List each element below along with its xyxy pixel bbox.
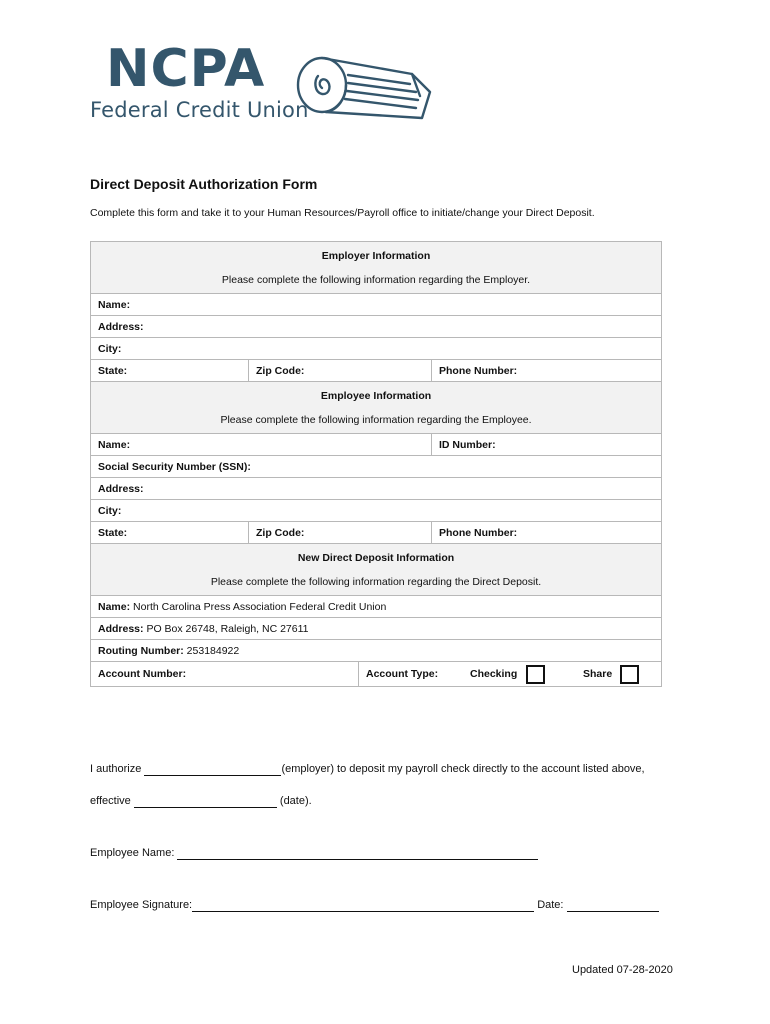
employee-name-line	[90, 846, 538, 860]
deposit-routing-value: 253184922	[186, 644, 240, 657]
employer-phone-label: Phone Number:	[439, 364, 518, 377]
employer-name-label: Name:	[98, 298, 131, 311]
employee-address-field[interactable]	[91, 478, 662, 500]
employee-header: Employee Information	[320, 389, 432, 402]
share-label: Share	[583, 668, 613, 680]
updated-date: Updated 07-28-2020	[572, 964, 673, 976]
employee-name-label: Name:	[98, 438, 131, 451]
deposit-routing-label: Routing Number:	[98, 644, 184, 657]
effective-line	[90, 794, 312, 808]
newspaper-scroll-icon	[292, 40, 434, 120]
effective-date-suffix: (date).	[279, 795, 312, 807]
employer-state-field[interactable]	[91, 360, 249, 382]
signature-line	[90, 898, 659, 912]
employee-city-field[interactable]	[91, 500, 662, 522]
employer-city-field[interactable]	[91, 338, 662, 360]
employer-section-header	[91, 242, 662, 294]
date-blank[interactable]	[567, 898, 659, 912]
deposit-section-header	[91, 544, 662, 596]
employee-section-header	[91, 382, 662, 434]
employee-id-field[interactable]	[432, 434, 662, 456]
effective-label: effective	[90, 795, 131, 807]
employee-name-field[interactable]	[91, 434, 432, 456]
employee-ssn-field[interactable]	[91, 456, 662, 478]
deposit-name-value: North Carolina Press Association Federal Credit Union	[133, 600, 387, 613]
authorize-line	[90, 762, 645, 776]
share-checkbox[interactable]	[620, 665, 639, 684]
deposit-address-value: PO Box 26748, Raleigh, NC 27611	[146, 622, 309, 635]
signature-blank[interactable]	[192, 898, 534, 912]
account-number-label: Account Number:	[98, 668, 187, 680]
deposit-address-row	[91, 618, 662, 640]
employee-phone-field[interactable]	[432, 522, 662, 544]
employer-header: Employer Information	[321, 249, 431, 262]
form-table	[90, 241, 662, 687]
account-type-label: Account Type:	[366, 668, 439, 680]
employee-phone-label: Phone Number:	[439, 526, 518, 539]
account-type-field	[359, 662, 662, 687]
deposit-routing-row	[91, 640, 662, 662]
employee-address-label: Address:	[98, 482, 144, 495]
employer-subheader: Please complete the following information regarding the Employer.	[221, 273, 531, 286]
employer-address-label: Address:	[98, 320, 144, 333]
deposit-name-label: Name:	[98, 600, 131, 613]
employee-city-label: City:	[98, 504, 122, 517]
logo-brand: NCPA	[106, 39, 266, 99]
deposit-subheader: Please complete the following information regarding the Direct Deposit.	[210, 575, 542, 588]
employer-name-field[interactable]	[91, 294, 662, 316]
authorize-prefix: I authorize	[90, 763, 142, 775]
form-title: Direct Deposit Authorization Form	[90, 176, 318, 192]
employer-phone-field[interactable]	[432, 360, 662, 382]
employer-address-field[interactable]	[91, 316, 662, 338]
employee-name-blank[interactable]	[177, 846, 538, 860]
employee-subheader: Please complete the following information regarding the Employee.	[220, 413, 532, 426]
deposit-address-label: Address:	[98, 622, 144, 635]
account-number-field[interactable]	[91, 662, 359, 687]
form-intro: Complete this form and take it to your Human Resources/Payroll office to initiate/change your Direct Deposit.	[90, 207, 595, 219]
deposit-name-row	[91, 596, 662, 618]
employee-ssn-label: Social Security Number (SSN):	[98, 460, 251, 473]
authorize-suffix: (employer) to deposit my payroll check directly to the account listed above,	[281, 763, 645, 775]
signature-label: Employee Signature:	[90, 899, 193, 911]
employee-state-field[interactable]	[91, 522, 249, 544]
employee-zip-label: Zip Code:	[256, 526, 305, 539]
logo-subtitle: Federal Credit Union	[90, 98, 309, 122]
employer-zip-field[interactable]	[249, 360, 432, 382]
employee-zip-field[interactable]	[249, 522, 432, 544]
employer-city-label: City:	[98, 342, 122, 355]
checking-checkbox[interactable]	[526, 665, 545, 684]
employer-state-label: State:	[98, 364, 128, 377]
employee-id-label: ID Number:	[439, 438, 496, 451]
employer-name-blank[interactable]	[144, 762, 281, 776]
effective-date-blank[interactable]	[134, 794, 277, 808]
employer-zip-label: Zip Code:	[256, 364, 305, 377]
checking-label: Checking	[470, 668, 518, 680]
employee-state-label: State:	[98, 526, 128, 539]
deposit-header: New Direct Deposit Information	[297, 551, 455, 564]
employee-name-sign-label: Employee Name:	[90, 847, 175, 859]
date-label: Date:	[537, 899, 564, 911]
